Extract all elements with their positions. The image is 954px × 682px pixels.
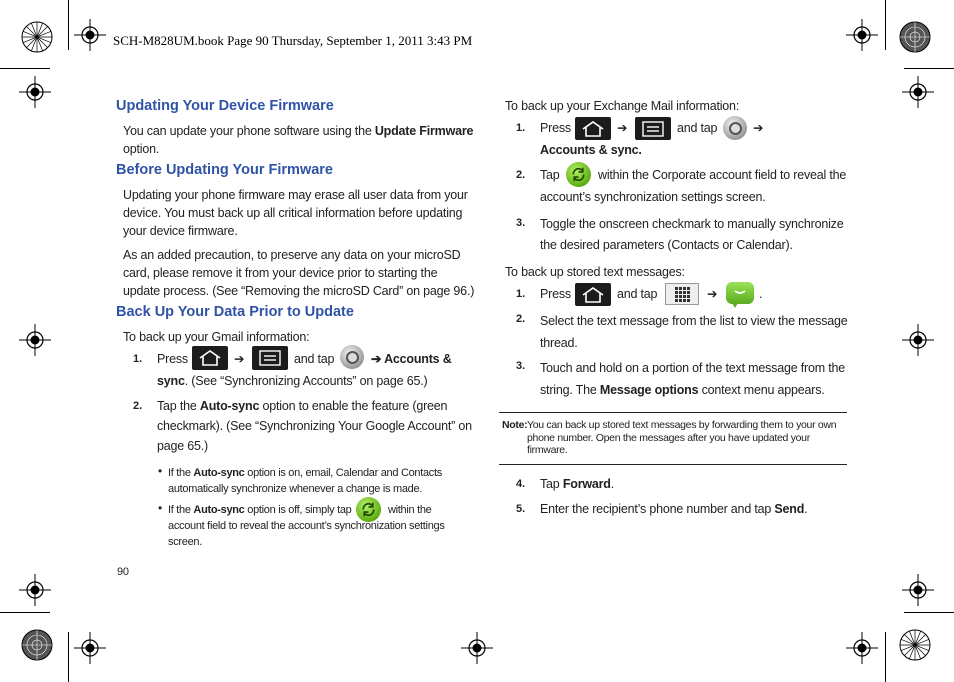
heading-updating-firmware: Updating Your Device Firmware <box>116 98 334 114</box>
step-number: 1. <box>516 122 526 134</box>
bullet-auto-sync-off: If the Auto-sync option is off, simply tap <box>168 504 352 516</box>
book-header: SCH-M828UM.book Page 90 Thursday, September 1, 2011 3:43 PM <box>113 33 473 48</box>
step-number: 4. <box>516 478 526 490</box>
step-text: Select the text message from the list to view the message thread. <box>540 314 848 350</box>
bullet-dot: • <box>158 501 163 515</box>
note-label: Note: <box>502 419 528 431</box>
registration-target-icon <box>74 19 106 51</box>
paragraph-erase-warning: Updating your phone firmware may erase all user data from your device. You must back up all critical information before updating your device firmware. <box>123 188 468 238</box>
text-messages-intro: To back up stored text messages: <box>505 265 685 279</box>
registration-target-icon <box>900 630 930 660</box>
settings-icon <box>340 345 364 369</box>
step-text: Touch and hold on a portion of the text message from the string. The Message options context menu appears. <box>540 361 845 397</box>
registration-target-icon <box>900 22 930 52</box>
step-number: 2. <box>516 169 526 181</box>
bullet-auto-sync-on: If the Auto-sync option is on, email, Calendar and Contacts automatically synchronize whenever a change is made. <box>168 467 442 495</box>
registration-target-icon <box>19 324 51 356</box>
note-top-rule <box>499 412 847 413</box>
step-text: Press <box>540 121 571 135</box>
messaging-icon <box>726 282 754 304</box>
step-text: and tap <box>294 352 335 366</box>
step-text: Tap Forward. <box>540 477 615 491</box>
home-icon <box>192 346 228 370</box>
step-text: account’s synchronization settings screen. <box>540 190 766 204</box>
registration-target-icon <box>22 630 52 660</box>
step-number: 3. <box>516 217 526 229</box>
apps-grid-icon <box>665 283 699 305</box>
arrow-icon: ➔ <box>617 121 628 135</box>
step-number: 5. <box>516 503 526 515</box>
settings-icon <box>723 116 747 140</box>
step-text: . <box>759 287 763 301</box>
sync-icon <box>566 162 591 187</box>
menu-icon <box>252 346 288 370</box>
registration-target-icon <box>846 632 878 664</box>
registration-target-icon <box>74 632 106 664</box>
registration-target-icon <box>19 574 51 606</box>
step-text: Enter the recipient’s phone number and tap Send. <box>540 502 808 516</box>
registration-target-icon <box>846 19 878 51</box>
arrow-icon: ➔ <box>753 121 764 135</box>
home-icon <box>575 117 611 140</box>
registration-target-icon <box>902 324 934 356</box>
step-text: Tap the Auto-sync option to enable the feature (green checkmark). (See “Synchronizing Your Google Account” on page 65.) <box>157 399 472 453</box>
step-number: 2. <box>133 400 143 412</box>
note-bottom-rule <box>499 464 847 465</box>
heading-back-up-data: Back Up Your Data Prior to Update <box>116 304 354 320</box>
menu-icon <box>635 117 671 140</box>
paragraph-microsd-precaution: As an added precaution, to preserve any data on your microSD card, please remove it from your device prior to starting the update process. (See “Removing the microSD Card” on page 96.) <box>123 248 475 298</box>
bullet-dot: • <box>158 464 163 478</box>
step-text: Toggle the onscreen checkmark to manually synchronize the desired parameters (Contacts or Calendar). <box>540 217 844 252</box>
step-text: Press <box>157 352 188 366</box>
step-number: 2. <box>516 313 526 325</box>
bullet-text: account field to reveal the account’s synchronization settings screen. <box>168 520 445 548</box>
arrow-icon: ➔ <box>707 287 718 301</box>
step-text: sync. (See “Synchronizing Accounts” on page 65.) <box>157 374 428 388</box>
arrow-icon: ➔ <box>234 352 245 366</box>
step-text: within the Corporate account field to reveal the <box>598 168 847 182</box>
bullet-text: within the <box>388 504 432 516</box>
step-text: Press <box>540 287 571 301</box>
step-text: and tap <box>677 121 718 135</box>
note-text: You can back up stored text messages by forwarding them to your own phone number. Open the messages after you have updated your firmware. <box>527 419 837 456</box>
registration-target-icon <box>22 22 52 52</box>
registration-target-icon <box>902 574 934 606</box>
gmail-intro: To back up your Gmail information: <box>123 330 310 344</box>
step-text: and tap <box>617 287 658 301</box>
step-text: Tap <box>540 168 560 182</box>
page-number: 90 <box>117 566 129 578</box>
heading-before-updating: Before Updating Your Firmware <box>116 162 333 178</box>
home-icon <box>575 283 611 306</box>
step-number: 3. <box>516 360 526 372</box>
registration-target-icon <box>461 632 493 664</box>
paragraph-update-intro: You can update your phone software using the Update Firmware option. <box>123 124 474 156</box>
accounts-sync-label: Accounts & sync. <box>540 143 642 157</box>
registration-target-icon <box>902 76 934 108</box>
step-number: 1. <box>133 353 143 365</box>
step-number: 1. <box>516 288 526 300</box>
registration-target-icon <box>19 76 51 108</box>
accounts-sync-label: ➔ Accounts & <box>371 352 452 366</box>
exchange-intro: To back up your Exchange Mail information: <box>505 99 740 113</box>
